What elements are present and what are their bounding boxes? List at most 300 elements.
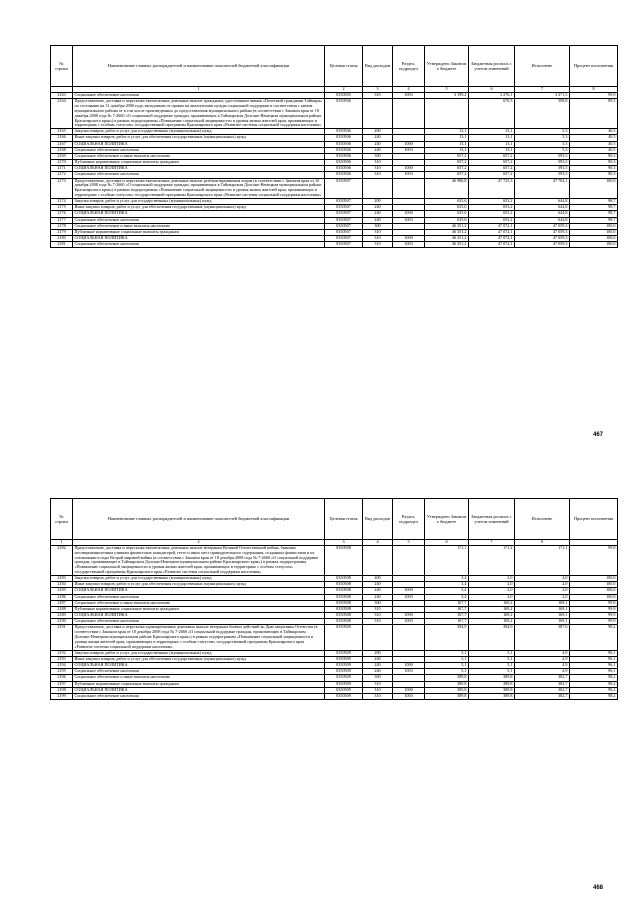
row-approved: 13,1 [425, 135, 469, 141]
row-approved: 3,4 [425, 594, 469, 600]
row-target-article: 0350506 [325, 135, 363, 141]
row-target-article: 0350508 [325, 575, 363, 581]
row-expense-type: 310 [363, 160, 393, 166]
row-expense-type: 310 [363, 681, 393, 687]
row-approved: 46 351,2 [425, 242, 469, 248]
row-schedule: 389,8 [469, 687, 515, 693]
row-percent: 98,2 [570, 681, 618, 687]
row-name: Социальное обеспечение и иные выплаты населению [73, 153, 325, 159]
row-name: Предоставление, доставка и пересылка ежемесячных денежных выплат ветеранам Великой Отечественной войны, бывшим несовершеннолетним узникам фашистских концлагерей, гетто и иных мест принудительного содержания, созданных фашистами и их союзниками в годы Второй мировой войны (в соответствии с Законом края от 18 декабря 2008 года № 7-2660 «О социальной поддержке граждан, проживающих в Таймырском Долгано-Ненецком муниципальном районе Красноярского края») в рамках подпрограммы «Повышение социальной защищенности и уровня жизни жителей края, проживающих в территориях с особым статусом» государственной программы Красноярского края «Развитие системы социальной поддержки населения» [73, 546, 325, 576]
row-percent: 40,5 [570, 141, 618, 147]
row-number: 2177 [51, 217, 73, 223]
row-section: 1003 [393, 172, 425, 178]
row-target-article: 0350507 [325, 229, 363, 235]
row-schedule: 47 072,1 [469, 242, 515, 248]
row-executed: 387,6 [515, 625, 570, 650]
row-name: Социальное обеспечение населения [73, 172, 325, 178]
row-expense-type: 310 [363, 229, 393, 235]
row-number: 2165 [51, 129, 73, 135]
row-executed: 644,8 [515, 205, 570, 211]
row-executed: 47 059,3 [515, 223, 570, 229]
row-schedule: 169,2 [469, 600, 515, 606]
row-executed: 2,0 [515, 575, 570, 581]
row-target-article: 0350508 [325, 588, 363, 594]
row-number: 2170 [51, 160, 73, 166]
row-executed: 4,9 [515, 656, 570, 662]
row-number: 2181 [51, 242, 73, 248]
row-schedule: 657,2 [469, 153, 515, 159]
row-target-article: 0350506 [325, 141, 363, 147]
row-approved: 46 986,8 [425, 178, 469, 198]
row-target-article: 0350508 [325, 546, 363, 576]
row-percent: 100,0 [570, 575, 618, 581]
row-number: 2163 [51, 93, 73, 99]
row-percent: 98,7 [570, 211, 618, 217]
row-number: 2194 [51, 662, 73, 668]
header-percent: Процент исполнения [570, 499, 618, 540]
row-expense-type: 300 [363, 153, 393, 159]
header-schedule: Бюджетная роспись с учетом изменений [469, 499, 515, 540]
row-target-article: 0350508 [325, 594, 363, 600]
row-executed: 593,5 [515, 153, 570, 159]
row-number: 2169 [51, 153, 73, 159]
row-target-article: 0350507 [325, 217, 363, 223]
row-percent: 40,5 [570, 147, 618, 153]
row-number: 2193 [51, 656, 73, 662]
row-executed: 2,0 [515, 594, 570, 600]
row-approved: 635,6 [425, 211, 469, 217]
row-executed: 382,7 [515, 687, 570, 693]
row-approved: 5,1 [425, 650, 469, 656]
row-schedule: 2,0 [469, 582, 515, 588]
row-schedule: 389,8 [469, 693, 515, 699]
row-name: Предоставление, доставка и пересылка ежемесячных денежных выплат реабилитированным лицам (в соответствии с Законом края от 10 декабря 2008 года № 7-2660 «О социальной поддержке граждан, проживающих в Таймырском Долгано-Ненецком муниципальном районе Красноярского края») в рамках подпрограммы «Повышение социальной защищенности и уровня жизни жителей края, проживающих в территориях с особым статусом» государственной программы Красноярского края «Развитие системы социальной поддержки населения» [73, 178, 325, 198]
row-approved: 389,8 [425, 693, 469, 699]
row-percent: 98,2 [570, 687, 618, 693]
row-schedule: 653,2 [469, 205, 515, 211]
row-expense-type: 240 [363, 217, 393, 223]
row-expense-type [363, 178, 393, 198]
row-percent: 100,0 [570, 582, 618, 588]
row-target-article: 0350507 [325, 236, 363, 242]
row-executed: 644,8 [515, 198, 570, 204]
row-schedule: 5,1 [469, 669, 515, 675]
row-percent: 90,3 [570, 160, 618, 166]
header-approved: Утверждено Законом о бюджете [425, 46, 469, 87]
row-name: Социальное обеспечение населения [73, 669, 325, 675]
row-name: Социальное обеспечение и иные выплаты населению [73, 223, 325, 229]
row-schedule: 13,1 [469, 141, 515, 147]
row-target-article: 0350509 [325, 669, 363, 675]
row-approved: 46 351,2 [425, 223, 469, 229]
row-approved: 5,1 [425, 662, 469, 668]
row-executed: 5,3 [515, 141, 570, 147]
row-percent: 99,9 [570, 613, 618, 619]
row-executed: 47 059,3 [515, 229, 570, 235]
row-approved: 5,1 [425, 656, 469, 662]
row-percent: 96,1 [570, 656, 618, 662]
row-target-article: 0350506 [325, 147, 363, 153]
row-number: 2168 [51, 147, 73, 153]
row-expense-type: 310 [363, 242, 393, 248]
row-percent: 100,0 [570, 236, 618, 242]
row-expense-type: 310 [363, 613, 393, 619]
row-approved: 394,9 [425, 625, 469, 650]
row-number: 2180 [51, 236, 73, 242]
row-number: 2199 [51, 693, 73, 699]
row-name: Публичные нормативные социальные выплаты гражданам [73, 606, 325, 612]
colnum: 6 [425, 540, 469, 546]
row-target-article: 0350506 [325, 153, 363, 159]
row-approved: 389,8 [425, 687, 469, 693]
row-number: 2188 [51, 606, 73, 612]
row-percent: 89,3 [570, 99, 618, 129]
row-target-article: 0350507 [325, 178, 363, 198]
row-percent: 99,9 [570, 600, 618, 606]
colnum: 8 [570, 87, 618, 93]
row-percent: 99,9 [570, 606, 618, 612]
row-section: 1003 [393, 147, 425, 153]
row-name: Публичные нормативные социальные выплаты гражданам [73, 160, 325, 166]
table-row [51, 546, 618, 576]
row-executed: 2,0 [515, 582, 570, 588]
colnum: 4 [363, 540, 393, 546]
row-executed: 169,1 [515, 600, 570, 606]
table-row [51, 99, 618, 129]
row-name: СОЦИАЛЬНАЯ ПОЛИТИКА [73, 588, 325, 594]
row-number: 2185 [51, 588, 73, 594]
row-section: 1003 [393, 693, 425, 699]
row-approved: 46 351,2 [425, 236, 469, 242]
budget-table-page-2 [50, 498, 618, 700]
row-executed: 47 059,3 [515, 242, 570, 248]
row-target-article: 0350509 [325, 693, 363, 699]
row-target-article: 0350507 [325, 205, 363, 211]
row-percent: 100,0 [570, 229, 618, 235]
row-schedule: 47 072,1 [469, 229, 515, 235]
row-name: СОЦИАЛЬНАЯ ПОЛИТИКА [73, 662, 325, 668]
row-percent: 96,1 [570, 669, 618, 675]
row-expense-type: 200 [363, 575, 393, 581]
row-expense-type: 310 [363, 687, 393, 693]
row-expense-type: 310 [363, 693, 393, 699]
row-target-article: 0350507 [325, 223, 363, 229]
row-schedule: 2,0 [469, 575, 515, 581]
row-schedule: 5,1 [469, 656, 515, 662]
row-executed: 598,8 [515, 99, 570, 129]
row-schedule: 47 072,1 [469, 223, 515, 229]
row-section: 1003 [393, 594, 425, 600]
row-target-article: 0350507 [325, 242, 363, 248]
row-approved [425, 99, 469, 129]
colnum: 5 [425, 87, 469, 93]
row-name: Социальное обеспечение населения [73, 594, 325, 600]
row-expense-type: 240 [363, 147, 393, 153]
row-approved: 635,6 [425, 205, 469, 211]
budget-table-page-1 [50, 45, 618, 248]
row-number: 2187 [51, 600, 73, 606]
row-schedule: 169,2 [469, 606, 515, 612]
row-name: Закупка товаров, работ и услуг для государственных (муниципальных) нужд [73, 575, 325, 581]
row-approved: 167,7 [425, 613, 469, 619]
colnum: 6 [469, 87, 515, 93]
row-number: 2184 [51, 582, 73, 588]
row-executed: 171,1 [515, 546, 570, 576]
row-percent: 100,0 [570, 242, 618, 248]
row-percent: 99,9 [570, 619, 618, 625]
colnum: 4 [393, 87, 425, 93]
row-target-article: 0350508 [325, 582, 363, 588]
row-name: Предоставление, доставка и пересылка единовременных денежных выплат ветеранам боевых действий ко Дню защитника Отечества (в соответствии с Законом края от 18 декабря 2008 года № 7-2660 «О социальной поддержке граждан, проживающих в Таймырском Долгано-Ненецком муниципальном районе Красноярского края») в рамках подпрограммы «Повышение социальной защищенности и уровня жизни жителей края, проживающих в территориях с особым статусом» государственной программы Красноярского края «Развитие системы социальной поддержки населения» [73, 625, 325, 650]
row-schedule: 657,2 [469, 160, 515, 166]
row-executed: 4,9 [515, 669, 570, 675]
header-section: Раздел, подраздел [393, 46, 425, 87]
row-approved: 13,1 [425, 147, 469, 153]
row-approved: 3,4 [425, 588, 469, 594]
row-number: 2176 [51, 211, 73, 217]
row-approved: 389,8 [425, 675, 469, 681]
row-expense-type: 310 [363, 236, 393, 242]
row-expense-type: 200 [363, 129, 393, 135]
row-target-article: 0350509 [325, 681, 363, 687]
row-approved: 5,1 [425, 669, 469, 675]
row-approved: 635,6 [425, 198, 469, 204]
row-name: Иные закупки товаров, работ и услуг для обеспечения государственных (муниципальных) нужд [73, 205, 325, 211]
row-percent: 90,3 [570, 153, 618, 159]
row-schedule: 3 276,1 [469, 93, 515, 99]
row-percent: 98,2 [570, 693, 618, 699]
row-schedule: 653,2 [469, 217, 515, 223]
row-expense-type [363, 546, 393, 576]
row-section: 1000 [393, 588, 425, 594]
row-approved: 657,2 [425, 160, 469, 166]
row-approved: 171,1 [425, 546, 469, 576]
row-schedule: 657,2 [469, 166, 515, 172]
table-row [51, 693, 618, 699]
row-executed: 47 059,3 [515, 236, 570, 242]
row-target-article: 0350506 [325, 172, 363, 178]
row-schedule: 5,1 [469, 662, 515, 668]
row-section: 1003 [393, 619, 425, 625]
row-name: Публичные нормативные социальные выплаты гражданам [73, 229, 325, 235]
row-executed: 382,7 [515, 693, 570, 699]
row-percent: 98,7 [570, 217, 618, 223]
row-target-article: 0350508 [325, 613, 363, 619]
document-page-1 [0, 0, 640, 452]
row-approved: 657,2 [425, 172, 469, 178]
row-expense-type: 310 [363, 606, 393, 612]
document-page-2 [0, 453, 640, 905]
row-schedule: 657,2 [469, 172, 515, 178]
row-percent: 98,2 [570, 625, 618, 650]
row-number: 2195 [51, 669, 73, 675]
header-executed: Исполнено [515, 46, 570, 87]
row-section [393, 625, 425, 650]
row-number: 2179 [51, 229, 73, 235]
row-section: 1000 [393, 687, 425, 693]
row-name: Закупка товаров, работ и услуг для государственных (муниципальных) нужд [73, 198, 325, 204]
row-percent: 90,3 [570, 172, 618, 178]
row-schedule: 13,1 [469, 135, 515, 141]
row-expense-type: 240 [363, 656, 393, 662]
row-target-article: 0350509 [325, 675, 363, 681]
row-approved: 635,6 [425, 217, 469, 223]
header-exptype: Вид расходов [363, 499, 393, 540]
row-name: Иные закупки товаров, работ и услуг для обеспечения государственных (муниципальных) нужд [73, 656, 325, 662]
row-expense-type: 240 [363, 141, 393, 147]
row-approved: 167,7 [425, 606, 469, 612]
colnum: 3 [325, 540, 363, 546]
row-number: 2167 [51, 141, 73, 147]
row-percent: 99,9 [570, 93, 618, 99]
row-name: Иные закупки товаров, работ и услуг для обеспечения государственных (муниципальных) нужд [73, 135, 325, 141]
header-rownum: № строки [51, 499, 73, 540]
row-executed: 593,5 [515, 166, 570, 172]
row-percent: 100,0 [570, 178, 618, 198]
header-executed: Исполнено [515, 499, 570, 540]
header-name: Наименование главных распорядителей и наименование показателей бюджетной классификации [73, 46, 325, 87]
row-executed: 593,5 [515, 172, 570, 178]
row-executed: 47 704,1 [515, 178, 570, 198]
row-section: 1000 [393, 662, 425, 668]
row-number: 2186 [51, 594, 73, 600]
row-executed: 169,1 [515, 606, 570, 612]
row-executed: 4,9 [515, 662, 570, 668]
row-name: Иные закупки товаров, работ и услуг для обеспечения государственных (муниципальных) нужд [73, 582, 325, 588]
row-section: 1003 [393, 93, 425, 99]
row-percent: 40,5 [570, 135, 618, 141]
row-name: Социальное обеспечение населения [73, 693, 325, 699]
row-expense-type: 310 [363, 166, 393, 172]
row-expense-type: 310 [363, 93, 393, 99]
row-section: 1000 [393, 613, 425, 619]
row-schedule: 13,1 [469, 147, 515, 153]
row-approved: 13,1 [425, 129, 469, 135]
row-approved: 657,2 [425, 166, 469, 172]
row-section [393, 99, 425, 129]
row-expense-type [363, 99, 393, 129]
row-name: Закупка товаров, работ и услуг для государственных (муниципальных) нужд [73, 129, 325, 135]
row-expense-type: 300 [363, 223, 393, 229]
row-number: 2190 [51, 619, 73, 625]
row-name: СОЦИАЛЬНАЯ ПОЛИТИКА [73, 687, 325, 693]
page-number: 468 [593, 885, 604, 891]
row-expense-type: 240 [363, 669, 393, 675]
row-percent: 96,1 [570, 650, 618, 656]
row-approved: 46 351,2 [425, 229, 469, 235]
row-percent: 100,0 [570, 588, 618, 594]
row-expense-type [363, 625, 393, 650]
row-section: 1000 [393, 211, 425, 217]
row-expense-type: 310 [363, 172, 393, 178]
row-expense-type: 200 [363, 198, 393, 204]
row-number: 2196 [51, 675, 73, 681]
header-section: Раздел, подраздел [393, 499, 425, 540]
row-schedule: 653,2 [469, 211, 515, 217]
row-target-article: 0350506 [325, 160, 363, 166]
row-name: СОЦИАЛЬНАЯ ПОЛИТИКА [73, 166, 325, 172]
row-percent: 100,0 [570, 594, 618, 600]
row-section: 1000 [393, 166, 425, 172]
row-section [393, 178, 425, 198]
row-percent: 96,1 [570, 662, 618, 668]
row-schedule: 47 725,3 [469, 178, 515, 198]
row-expense-type: 200 [363, 650, 393, 656]
colnum: 1 [73, 87, 325, 93]
row-section [393, 546, 425, 576]
page-number: 467 [593, 432, 604, 438]
row-number: 2191 [51, 625, 73, 650]
header-approved: Утверждено Законом о бюджете [425, 499, 469, 540]
row-name: Предоставление, доставка и пересылка ежемесячных денежных выплат гражданам, удостоенным звания «Почетный гражданин Таймыра» по состоянию на 31 декабря 2006 года, вкладчикам от правил на аналогичные нужды социальной поддержки в соответствии с кимом муниципального района от в том числе произведенных до предоставления муниципального района (в соответствии с Законом края от 18 декабря 2008 года № 7-2660 «О социальной поддержке граждан, проживающих в Таймырском Долгано-Ненецком муниципальном районе Красноярского края») в рамках подпрограммы «Повышение социальной защищенности и уровня жизни жителей края, проживающих в территориях с особым статусом» государственной программы Красноярского края «Развитие системы социальной поддержки населения» [73, 99, 325, 129]
row-expense-type: 240 [363, 662, 393, 668]
row-number: 2172 [51, 172, 73, 178]
header-name: Наименование главных распорядителей и наименование показателей бюджетной классификации [73, 499, 325, 540]
row-number: 2166 [51, 135, 73, 141]
row-number: 2192 [51, 650, 73, 656]
row-name: Социальное обеспечение населения [73, 619, 325, 625]
row-percent: 99,9 [570, 546, 618, 576]
row-executed: 593,5 [515, 160, 570, 166]
row-name: Социальное обеспечение населения [73, 147, 325, 153]
row-target-article: 0350505 [325, 93, 363, 99]
table-row [51, 178, 618, 198]
row-number: 2175 [51, 205, 73, 211]
row-number: 2182 [51, 546, 73, 576]
row-expense-type: 300 [363, 675, 393, 681]
colnum: 5 [393, 540, 425, 546]
row-name: СОЦИАЛЬНАЯ ПОЛИТИКА [73, 236, 325, 242]
row-executed: 5,3 [515, 147, 570, 153]
row-number: 2189 [51, 613, 73, 619]
row-target-article: 0350509 [325, 625, 363, 650]
row-number: 2174 [51, 198, 73, 204]
row-approved: 3,4 [425, 582, 469, 588]
row-schedule: 47 072,1 [469, 236, 515, 242]
colnum: 8 [515, 540, 570, 546]
row-section: 1003 [393, 242, 425, 248]
row-percent: 90,3 [570, 166, 618, 172]
row-schedule: 2,0 [469, 594, 515, 600]
table-row [51, 625, 618, 650]
row-expense-type: 240 [363, 135, 393, 141]
header-percent: Процент исполнения [570, 46, 618, 87]
row-executed: 3 271,5 [515, 93, 570, 99]
row-approved: 389,8 [425, 681, 469, 687]
row-approved: 167,7 [425, 619, 469, 625]
row-schedule: 389,8 [469, 681, 515, 687]
colnum: 7 [515, 87, 570, 93]
row-schedule: 5,1 [469, 650, 515, 656]
colnum: 2 [325, 87, 363, 93]
row-name: Публичные нормативные социальные выплаты гражданам [73, 681, 325, 687]
row-executed: 644,8 [515, 217, 570, 223]
row-target-article: 0350509 [325, 656, 363, 662]
row-percent: 98,2 [570, 675, 618, 681]
row-section: 1000 [393, 236, 425, 242]
row-approved: 3 199,2 [425, 93, 469, 99]
row-approved: 13,1 [425, 141, 469, 147]
row-name: Закупка товаров, работ и услуг для государственных (муниципальных) нужд [73, 650, 325, 656]
row-target-article: 0350507 [325, 198, 363, 204]
row-schedule: 13,1 [469, 129, 515, 135]
row-name: Социальное обеспечение населения [73, 93, 325, 99]
colnum: 7 [469, 540, 515, 546]
row-expense-type: 240 [363, 211, 393, 217]
row-section: 1003 [393, 669, 425, 675]
row-section: 1000 [393, 141, 425, 147]
row-percent: 100,0 [570, 223, 618, 229]
